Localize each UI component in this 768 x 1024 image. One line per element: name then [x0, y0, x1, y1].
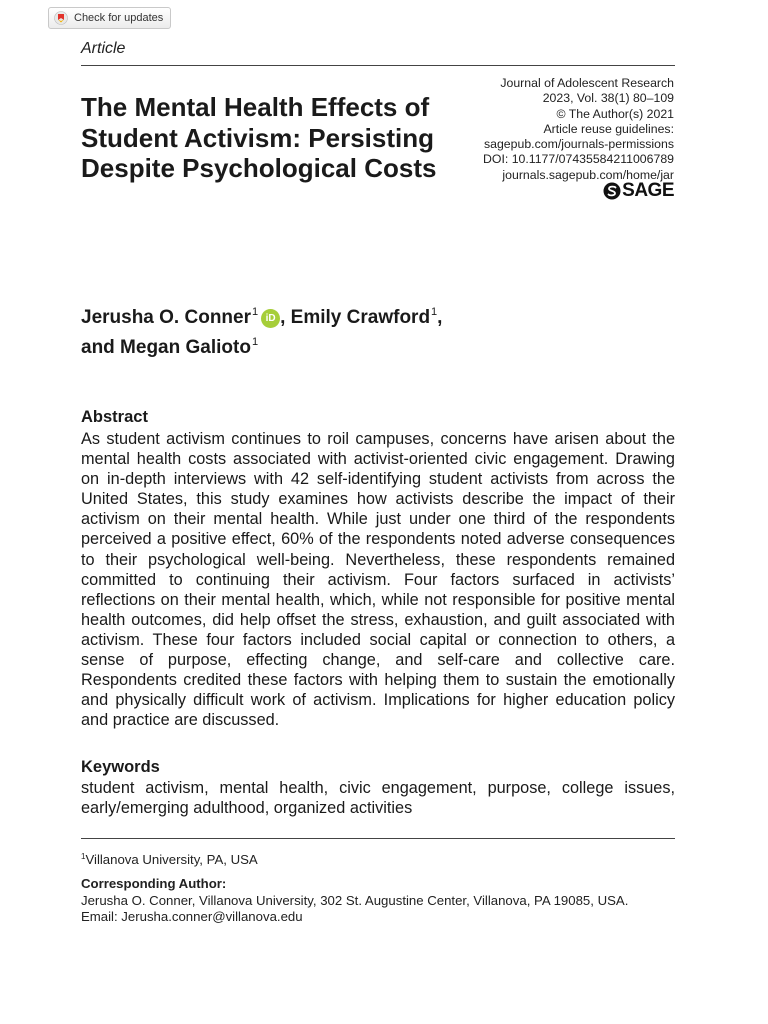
corresponding-author-email[interactable]: Email: Jerusha.conner@villanova.edu — [81, 909, 303, 924]
corresponding-author — [81, 876, 628, 926]
journal-doi[interactable]: DOI: 10.1177/07435584211006789 — [483, 152, 674, 167]
sage-logo-text: SAGE — [622, 180, 674, 201]
affiliation-text: Villanova University, PA, USA — [85, 852, 258, 867]
journal-name: Journal of Adolescent Research — [500, 76, 674, 90]
author-line-2 — [81, 330, 442, 360]
abstract-heading: Abstract — [81, 408, 148, 426]
crossmark-icon — [54, 11, 68, 25]
journal-info — [483, 76, 674, 183]
article-title: The Mental Health Effects of Student Activism: Persisting Despite Psychological Costs — [81, 92, 437, 183]
corresponding-author-address: Jerusha O. Conner, Villanova University, 302 St. Augustine Center, Villanova, PA 19085, USA. — [81, 892, 629, 908]
article-type-label: Article — [81, 40, 126, 57]
keywords-heading: Keywords — [81, 758, 160, 776]
affiliation-footnote — [81, 849, 258, 869]
sage-logo — [603, 180, 674, 202]
author-separator: , — [437, 307, 443, 328]
journal-permissions-link[interactable]: sagepub.com/journals-permissions — [483, 137, 674, 152]
check-for-updates-label: Check for updates — [74, 12, 164, 24]
orcid-icon[interactable]: iD — [261, 309, 280, 328]
journal-reuse-label: Article reuse guidelines: — [543, 121, 674, 136]
author-list — [81, 300, 442, 360]
author-line-1 — [81, 300, 442, 330]
author-name[interactable]: Jerusha O. Conner — [81, 307, 251, 328]
affiliation-marker: 1 — [431, 306, 438, 318]
journal-copyright: © The Author(s) 2021 — [556, 106, 674, 121]
affiliation-marker: 1 — [251, 336, 259, 348]
author-name[interactable]: , Emily Crawford — [280, 307, 431, 328]
affiliation-marker: 1 — [81, 852, 86, 861]
header-rule — [81, 65, 675, 66]
journal-home-link[interactable]: journals.sagepub.com/home/jar — [502, 167, 674, 182]
sage-s-icon — [603, 182, 621, 200]
keywords-text: student activism, mental health, civic engagement, purpose, college issues, early/emerging adulthood, organized activities — [81, 779, 675, 818]
journal-volume: 2023, Vol. 38(1) 80–109 — [542, 91, 674, 106]
corresponding-author-heading: Corresponding Author: — [81, 876, 227, 891]
abstract-text: As student activism continues to roil campuses, concerns have arisen about the mental health costs associated with activist-oriented civic engagement. Drawing on in-depth interviews with 42 self-identifying student activists from across the United States, this study examines how activists describe the impact of their activism on their mental health. While just under one third of the respondents perceived a positive effect, 60% of the respondents noted adverse consequences to their psychological well-being. Nevertheless, these respondents remained committed to continuing their activism. Four factors surfaced in activists’ reflections on their mental health, which, while not responsible for positive mental health outcomes, did help offset the stress, exhaustion, and guilt associated with activism. These four factors included social capital or connection to others, a sense of purpose, effecting change, and self-care and collective care. Respondents credited these factors with helping them to sustain the emotionally and physically difficult work of activism. Implications for higher education policy and practice are discussed. — [81, 430, 675, 730]
check-for-updates-button[interactable] — [48, 7, 171, 29]
affiliation-marker: 1 — [252, 306, 259, 318]
author-name[interactable]: and Megan Galioto — [81, 337, 251, 358]
footnote-rule — [81, 838, 675, 839]
